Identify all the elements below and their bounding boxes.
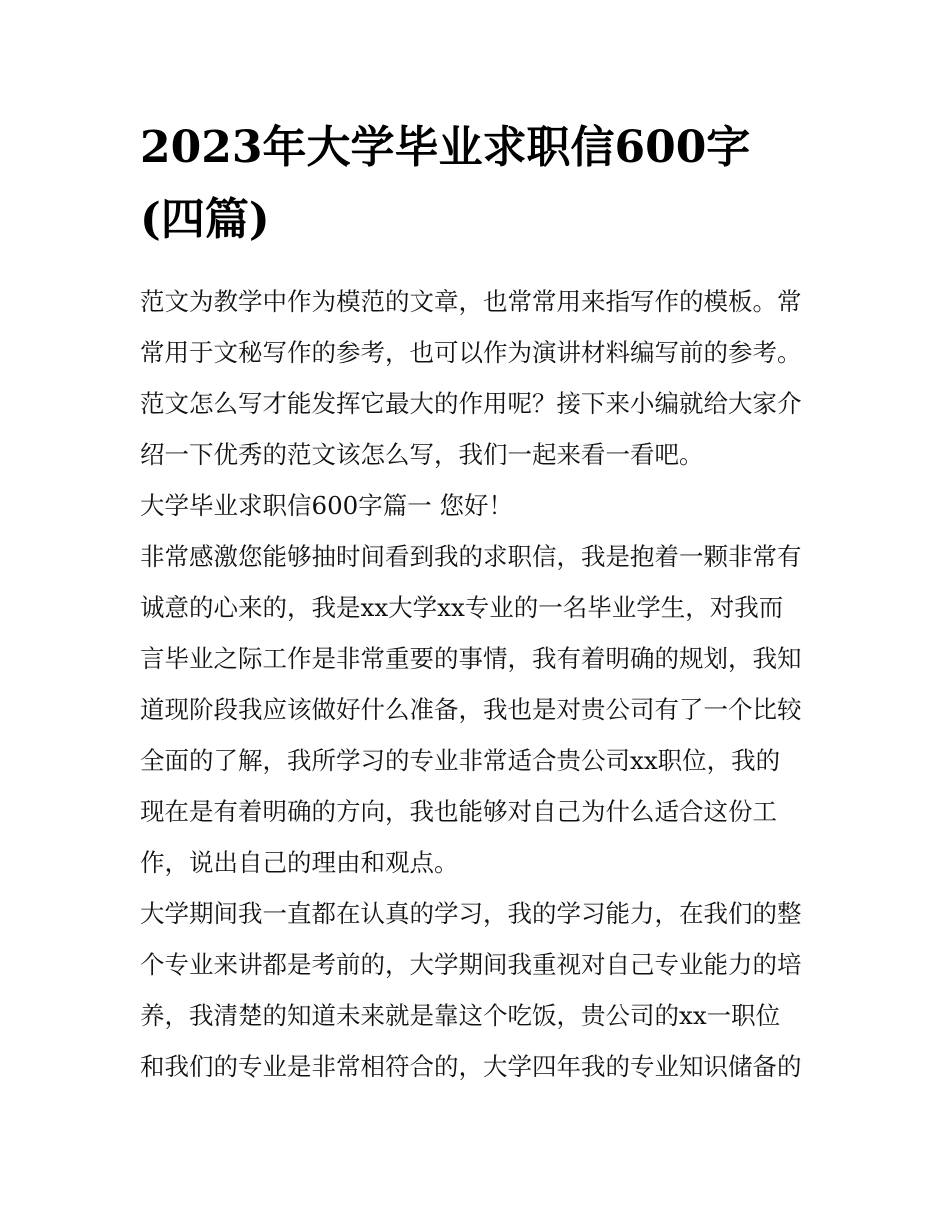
body-line: 范文怎么写才能发挥它最大的作用呢？接下来小编就给大家介 (140, 389, 802, 418)
body-line: 范文为教学中作为模范的文章，也常常用来指写作的模板。常 (140, 287, 802, 316)
title-line-1: 2023年大学毕业求职信600字 (140, 122, 751, 173)
body-line: 诚意的心来的，我是xx大学xx专业的一名毕业学生，对我而 (140, 593, 784, 622)
body-line: 个专业来讲都是考前的，大学期间我重视对自己专业能力的培 (140, 950, 802, 979)
body-line: 养，我清楚的知道未来就是靠这个吃饭，贵公司的xx一职位 (140, 1001, 781, 1030)
document-body (140, 276, 820, 1092)
body-line: 道现阶段我应该做好什么准备，我也是对贵公司有了一个比较 (140, 695, 802, 724)
body-line: 非常感激您能够抽时间看到我的求职信，我是抱着一颗非常有 (140, 542, 802, 571)
body-line: 大学期间我一直都在认真的学习，我的学习能力，在我们的整 (140, 899, 802, 928)
body-line: 言毕业之际工作是非常重要的事情，我有着明确的规划，我知 (140, 644, 802, 673)
body-line: 和我们的专业是非常相符合的，大学四年我的专业知识储备的 (140, 1052, 802, 1081)
body-line: 绍一下优秀的范文该怎么写，我们一起来看一看吧。 (140, 440, 704, 469)
section-heading-line: 大学毕业求职信600字篇一 您好！ (140, 491, 514, 520)
body-line: 作，说出自己的理由和观点。 (140, 848, 459, 877)
body-line: 常用于文秘写作的参考，也可以作为演讲材料编写前的参考。 (140, 338, 802, 367)
document-title (140, 112, 820, 256)
body-line: 全面的了解，我所学习的专业非常适合贵公司xx职位，我的 (140, 746, 781, 775)
title-line-2: (四篇) (140, 194, 270, 245)
body-line: 现在是有着明确的方向，我也能够对自己为什么适合这份工 (140, 797, 777, 826)
